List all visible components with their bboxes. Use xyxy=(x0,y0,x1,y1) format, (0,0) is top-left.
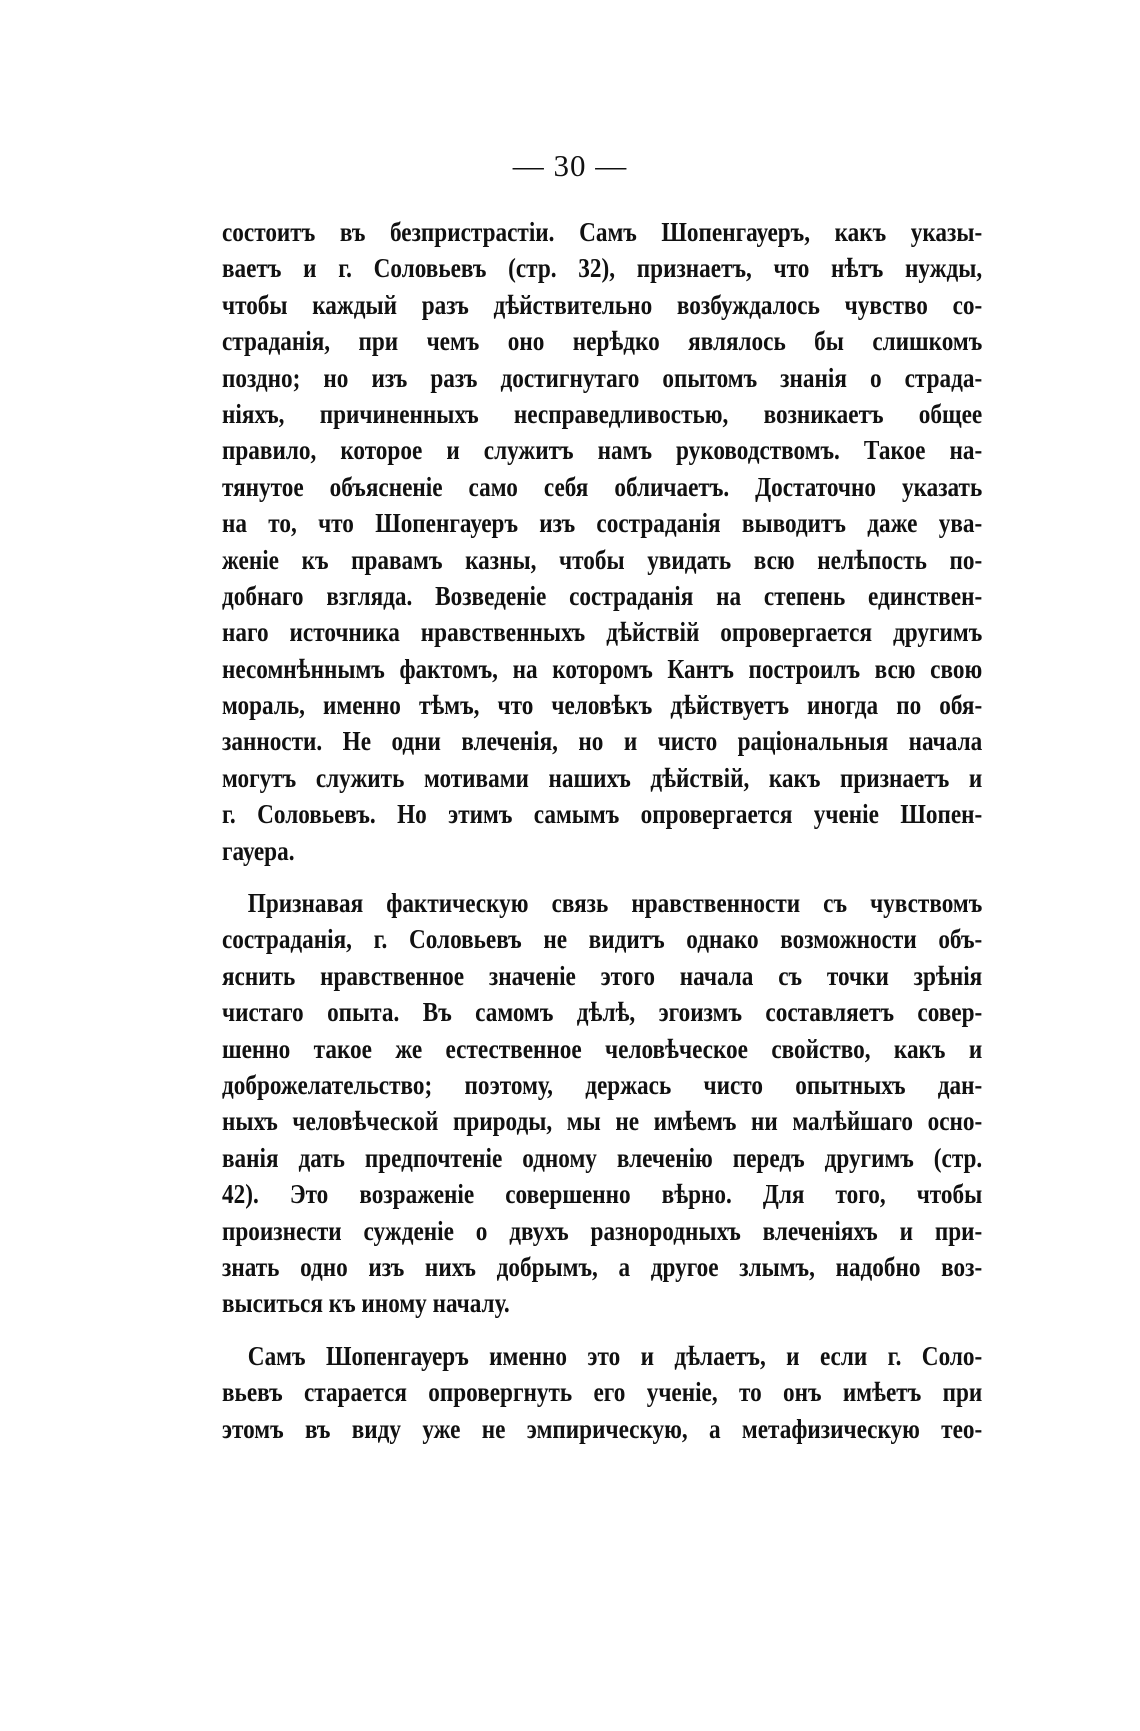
text-line: чистаго опыта. Въ самомъ дѣлѣ, эгоизмъ составляетъ совер- xyxy=(222,997,983,1028)
text-line: могутъ служить мотивами нашихъ дѣйствій, какъ признаетъ и xyxy=(222,762,983,793)
text-line: Признавая фактическую связь нравственности съ чувствомъ xyxy=(247,888,983,919)
text-line: женіе къ правамъ казны, чтобы увидать всю нелѣпость по- xyxy=(222,544,983,575)
text-line: добнаго взгляда. Возведеніе состраданія на степень единствен- xyxy=(222,580,983,611)
text-line: состоитъ въ безпристрастіи. Самъ Шопенгауеръ, какъ указы- xyxy=(222,217,983,247)
text-line: наго источника нравственныхъ дѣйствій опровергается другимъ xyxy=(222,617,983,648)
text-line: ванія дать предпочтеніе одному влеченію передъ другимъ (стр. xyxy=(222,1142,983,1173)
text-line: знать одно изъ нихъ добрымъ, а другое злымъ, надобно воз- xyxy=(222,1251,983,1282)
text-line: Самъ Шопенгауеръ именно это и дѣлаетъ, и если г. Соло- xyxy=(247,1340,983,1371)
text-line: занности. Не одни влеченія, но и чисто раціональныя начала xyxy=(222,726,983,757)
text-line: ныхъ человѣческой природы, мы не имѣемъ ни малѣйшаго осно- xyxy=(222,1106,983,1137)
text-line: этомъ въ виду уже не эмпирическую, а метафизическую тео- xyxy=(222,1413,983,1444)
text-line: гауера. xyxy=(222,835,295,866)
body-text xyxy=(222,214,982,1463)
text-line: выситься къ иному началу. xyxy=(222,1288,510,1319)
text-line: ваетъ и г. Соловьевъ (стр. 32), признаетъ, что нѣтъ нужды, xyxy=(222,253,983,284)
paragraph-3 xyxy=(222,1338,982,1447)
text-line: несомнѣннымъ фактомъ, на которомъ Кантъ построилъ всю свою xyxy=(222,653,983,684)
text-line: шенно такое же естественное человѣческое свойство, какъ и xyxy=(222,1033,983,1064)
text-line: произнести сужденіе о двухъ разнородныхъ влеченіяхъ и при- xyxy=(222,1215,983,1246)
paragraph-2 xyxy=(222,885,982,1322)
page-number: — 30 — xyxy=(512,148,628,183)
text-line: вьевъ старается опровергнуть его ученіе, то онъ имѣетъ при xyxy=(222,1377,983,1408)
text-line: тянутое объясненіе само себя обличаетъ. Достаточно указать xyxy=(222,471,983,502)
text-line: доброжелательство; поэтому, держась чисто опытныхъ дан- xyxy=(222,1069,983,1100)
text-line: состраданія, г. Соловьевъ не видитъ однако возможности объ- xyxy=(222,924,983,955)
text-line: правило, которое и служитъ намъ руководствомъ. Такое на- xyxy=(222,435,983,466)
text-line: поздно; но изъ разъ достигнутаго опытомъ знанія о страда- xyxy=(222,362,983,393)
paragraph-1 xyxy=(222,214,982,869)
text-line: 42). Это возраженіе совершенно вѣрно. Для того, чтобы xyxy=(222,1179,983,1210)
text-line: страданія, при чемъ оно нерѣдко являлось бы слишкомъ xyxy=(222,326,983,357)
text-line: мораль, именно тѣмъ, что человѣкъ дѣйствуетъ иногда по обя- xyxy=(222,690,983,721)
text-line: яснить нравственное значеніе этого начала съ точки зрѣнія xyxy=(222,960,983,991)
text-line: чтобы каждый разъ дѣйствительно возбуждалось чувство со- xyxy=(222,289,983,320)
text-line: на то, что Шопенгауеръ изъ состраданія выводитъ даже ува- xyxy=(222,508,983,539)
text-line: ніяхъ, причиненныхъ несправедливостью, возникаетъ общее xyxy=(222,398,983,429)
text-line: г. Соловьевъ. Но этимъ самымъ опровергается ученіе Шопен- xyxy=(222,799,983,830)
